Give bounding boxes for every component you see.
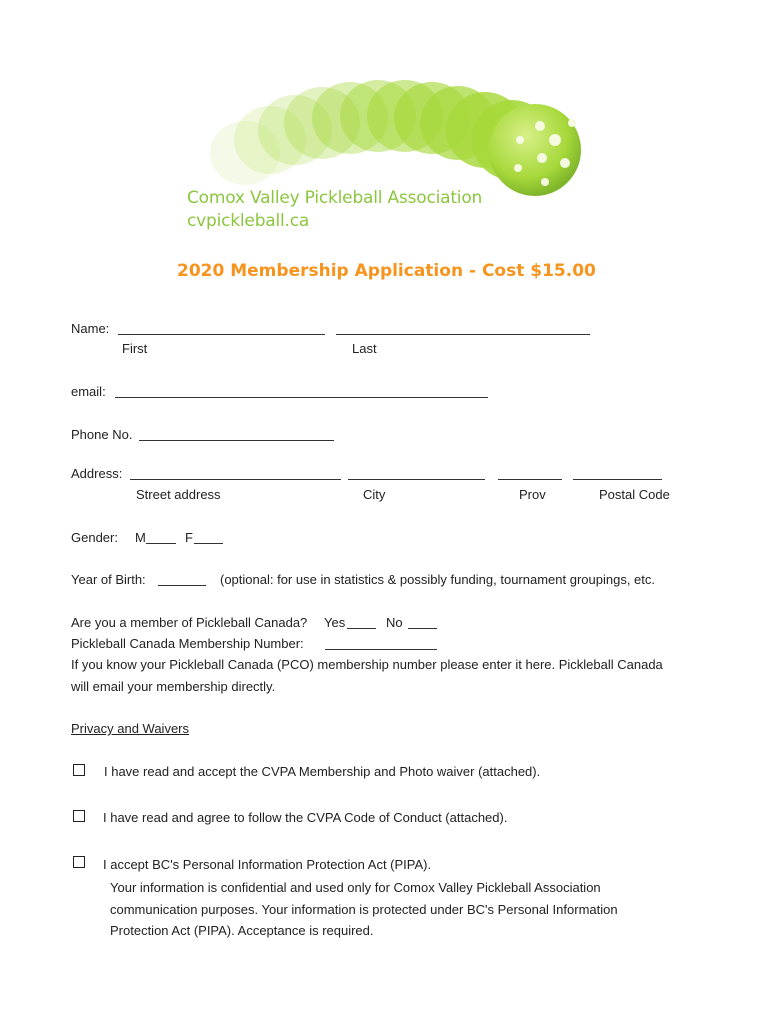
waiver1-text: I have read and accept the CVPA Membership and Photo waiver (attached). (104, 764, 541, 779)
logo-org-name: Comox Valley Pickleball Association (187, 188, 483, 208)
pcan-no-label: No (386, 615, 403, 630)
pipa-line1: Your information is confidential and used only for Comox Valley Pickleball Association (110, 880, 601, 895)
waiver3-text: I accept BC's Personal Information Protection Act (PIPA). (103, 857, 432, 872)
email-label: email: (71, 384, 106, 399)
privacy-heading: Privacy and Waivers (71, 721, 189, 736)
name-label: Name: (71, 321, 110, 336)
prov-field[interactable] (498, 467, 562, 480)
pcan-info-line2: will email your membership directly. (71, 679, 276, 694)
pipa-line2: communication purposes. Your information is protected under BC's Personal Information (110, 902, 618, 917)
gender-male-label: M (135, 530, 146, 545)
pipa-line3: Protection Act (PIPA). Acceptance is required. (110, 923, 374, 938)
street-address-caption: Street address (136, 487, 221, 502)
birth-year-field[interactable] (158, 573, 206, 586)
pcan-number-label: Pickleball Canada Membership Number: (71, 636, 304, 651)
pcan-yes-label: Yes (324, 615, 346, 630)
pcan-info-line1: If you know your Pickleball Canada (PCO) membership number please enter it here. Pickleball Canada (71, 657, 663, 672)
waiver-checkbox[interactable] (73, 764, 85, 776)
code-of-conduct-checkbox[interactable] (73, 810, 85, 822)
street-address-field[interactable] (130, 467, 341, 480)
address-label: Address: (71, 466, 123, 481)
birth-year-note: (optional: for use in statistics & possibly funding, tournament groupings, etc. (220, 572, 656, 587)
gender-female-field[interactable] (194, 531, 223, 544)
logo-website: cvpickleball.ca (187, 211, 310, 231)
page-title: 2020 Membership Application - Cost $15.00 (177, 261, 596, 281)
first-name-field[interactable] (118, 322, 325, 335)
pcan-question: Are you a member of Pickleball Canada? (71, 615, 308, 630)
birth-year-label: Year of Birth: (71, 572, 146, 587)
pcan-number-field[interactable] (325, 637, 437, 650)
prov-caption: Prov (519, 487, 546, 502)
phone-label: Phone No. (71, 427, 133, 442)
pickleball-icon (489, 104, 581, 196)
postal-code-field[interactable] (573, 467, 662, 480)
pcan-no-field[interactable] (408, 616, 437, 629)
city-field[interactable] (348, 467, 485, 480)
first-name-caption: First (122, 341, 148, 356)
city-caption: City (363, 487, 386, 502)
pcan-yes-field[interactable] (347, 616, 376, 629)
pipa-checkbox[interactable] (73, 856, 85, 868)
last-name-field[interactable] (336, 322, 590, 335)
postal-code-caption: Postal Code (599, 487, 670, 502)
gender-label: Gender: (71, 530, 118, 545)
last-name-caption: Last (352, 341, 377, 356)
email-field[interactable] (115, 385, 488, 398)
phone-field[interactable] (139, 428, 334, 441)
waiver2-text: I have read and agree to follow the CVPA Code of Conduct (attached). (103, 810, 508, 825)
gender-male-field[interactable] (146, 531, 176, 544)
gender-female-label: F (185, 530, 193, 545)
